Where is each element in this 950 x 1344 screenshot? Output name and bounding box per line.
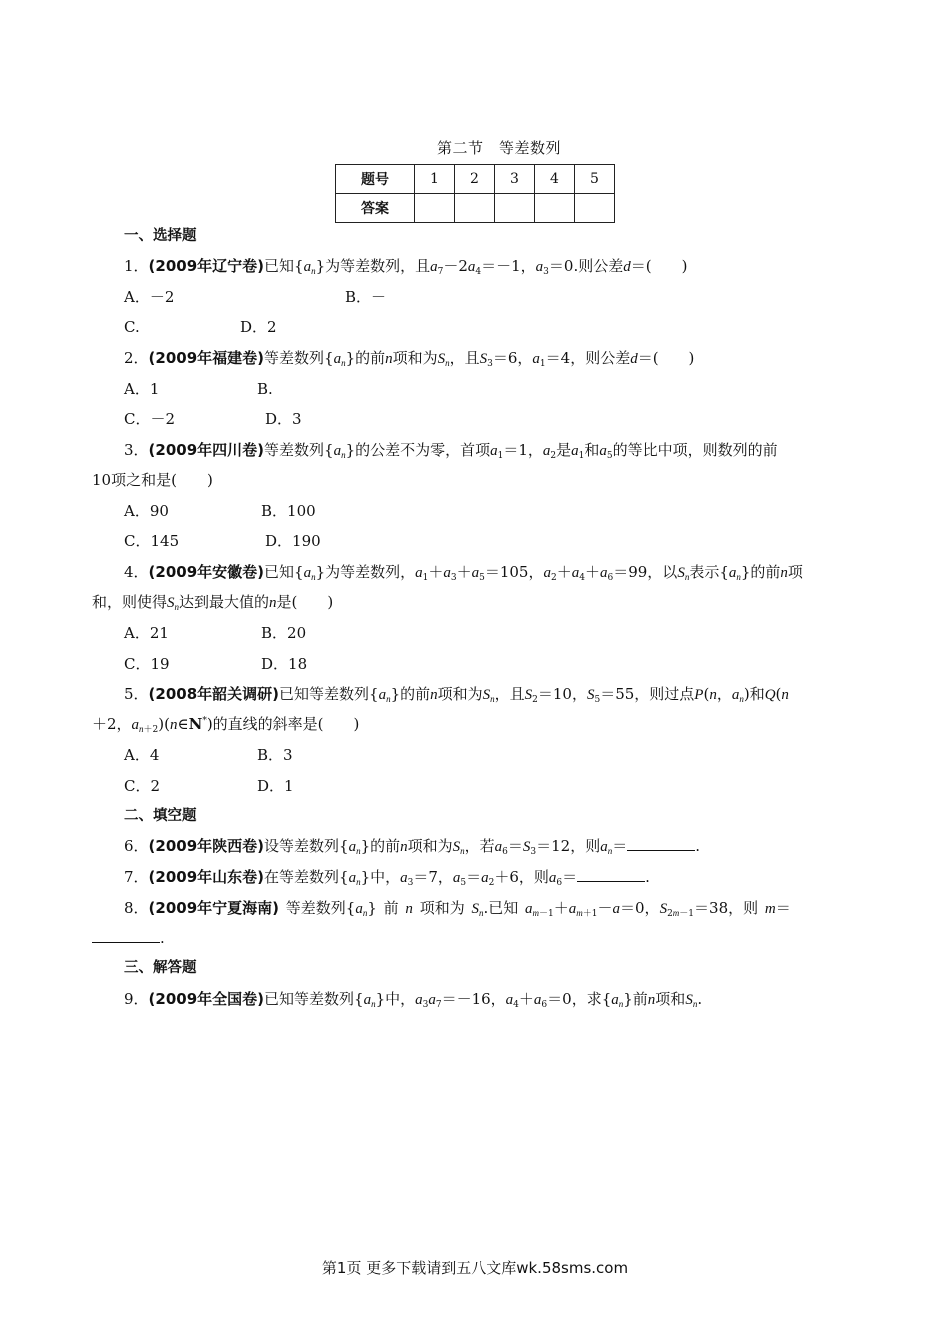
question-7: 7．(2009年山东卷)在等差数列$\{a_n\}$中，$a_3=7$，$a_5=a_2+6$，则$a_6=$ . — [124, 868, 650, 888]
answer-cell[interactable] — [495, 194, 535, 223]
q4-option-c: C．19 — [124, 655, 170, 673]
q3-option-a: A．90 — [124, 502, 169, 520]
question-4-cont: 和，则使得$S_n$达到最大值的n是( ) — [92, 593, 334, 612]
section-heading-fill: 二、填空题 — [124, 808, 197, 824]
q2-option-a: A．1 — [124, 380, 160, 398]
question-4: 4．(2009年安徽卷)已知$\{a_n\}$为等差数列，$a_1+a_3+a_5=105$，$a_2+a_4+a_6=99$，以$S_n$表示$\{a_n\}$的前n项 — [124, 563, 803, 583]
question-8: 8．(2009年宁夏海南) 等差数列$\{a_n\}$ 前 n 项和为 $S_n$.已知 $a_{m-1}+a_{m+1}-a=0$，$S_{2m-1}=38$，则 m＝ — [124, 899, 791, 919]
q4-option-d: D．18 — [261, 655, 308, 673]
q2-option-b: B. — [257, 380, 273, 398]
table-cell: 5 — [575, 165, 615, 194]
question-8-cont: . — [92, 928, 165, 948]
table-cell: 4 — [535, 165, 575, 194]
q5-option-d: D．1 — [257, 777, 294, 795]
q2-option-c: C．－2 — [124, 410, 176, 428]
q5-option-b: B．3 — [257, 746, 293, 764]
section-heading-choice: 一、选择题 — [124, 228, 197, 244]
question-3-cont: 10项之和是( ) — [92, 471, 213, 489]
table-header-answer: 答案 — [336, 194, 415, 223]
answer-cell[interactable] — [415, 194, 455, 223]
answer-blank[interactable] — [627, 836, 695, 851]
table-cell: 2 — [455, 165, 495, 194]
answer-blank[interactable] — [92, 928, 160, 943]
section-heading-solve: 三、解答题 — [124, 960, 197, 976]
answer-blank[interactable] — [577, 867, 645, 882]
page-footer: 第1页 更多下载请到五八文库wk.58sms.com — [321, 1259, 629, 1277]
table-header-number: 题号 — [336, 165, 415, 194]
q1-option-c: C. — [124, 318, 140, 336]
q4-option-b: B．20 — [261, 624, 307, 642]
answer-cell[interactable] — [575, 194, 615, 223]
table-row — [336, 194, 615, 223]
page-title: 第二节 等差数列 — [436, 139, 561, 157]
question-1: 1．(2009年辽宁卷)已知$\{a_n\}$为等差数列，且$a_7-2a_4=-1$，$a_3=0$.则公差d＝( ) — [124, 257, 688, 277]
q1-option-b: B．－ — [345, 288, 387, 306]
question-5-cont: ＋2，$a_{n+2})(n\in N^*)$的直线的斜率是( ) — [92, 715, 360, 735]
question-3: 3．(2009年四川卷)等差数列$\{a_n\}$的公差不为零，首项$a_1=1$，$a_2$是$a_1$和$a_5$的等比中项，则数列的前 — [124, 441, 778, 461]
question-5: 5．(2008年韶关调研)已知等差数列$\{a_n\}$的前n项和为$S_n$，且$S_2=10$，$S_5=55$，则过点P(n，$a_n$)和Q(n — [124, 685, 789, 705]
q5-option-c: C．2 — [124, 777, 161, 795]
q1-option-a: A．－2 — [124, 288, 175, 306]
answer-table — [335, 164, 615, 223]
question-2: 2．(2009年福建卷)等差数列$\{a_n\}$的前n项和为$S_n$，且$S_3=6$，$a_1=4$，则公差d＝( ) — [124, 349, 695, 369]
answer-cell[interactable] — [535, 194, 575, 223]
table-cell: 3 — [495, 165, 535, 194]
q2-option-d: D．3 — [265, 410, 302, 428]
q3-option-b: B．100 — [261, 502, 316, 520]
answer-cell[interactable] — [455, 194, 495, 223]
q5-option-a: A．4 — [124, 746, 160, 764]
q3-option-c: C．145 — [124, 532, 180, 550]
question-9: 9．(2009年全国卷)已知等差数列$\{a_n\}$中，$a_3a_7=-16$，$a_4+a_6=0$，求$\{a_n\}$前n项和$S_n$. — [124, 990, 703, 1010]
q3-option-d: D．190 — [265, 532, 321, 550]
q4-option-a: A．21 — [124, 624, 169, 642]
table-row — [336, 165, 615, 194]
table-cell: 1 — [415, 165, 455, 194]
q1-option-d: D．2 — [240, 318, 277, 336]
question-6: 6．(2009年陕西卷)设等差数列$\{a_n\}$的前n项和为$S_n$，若$a_6=S_3=12$，则$a_n=$ . — [124, 837, 701, 857]
